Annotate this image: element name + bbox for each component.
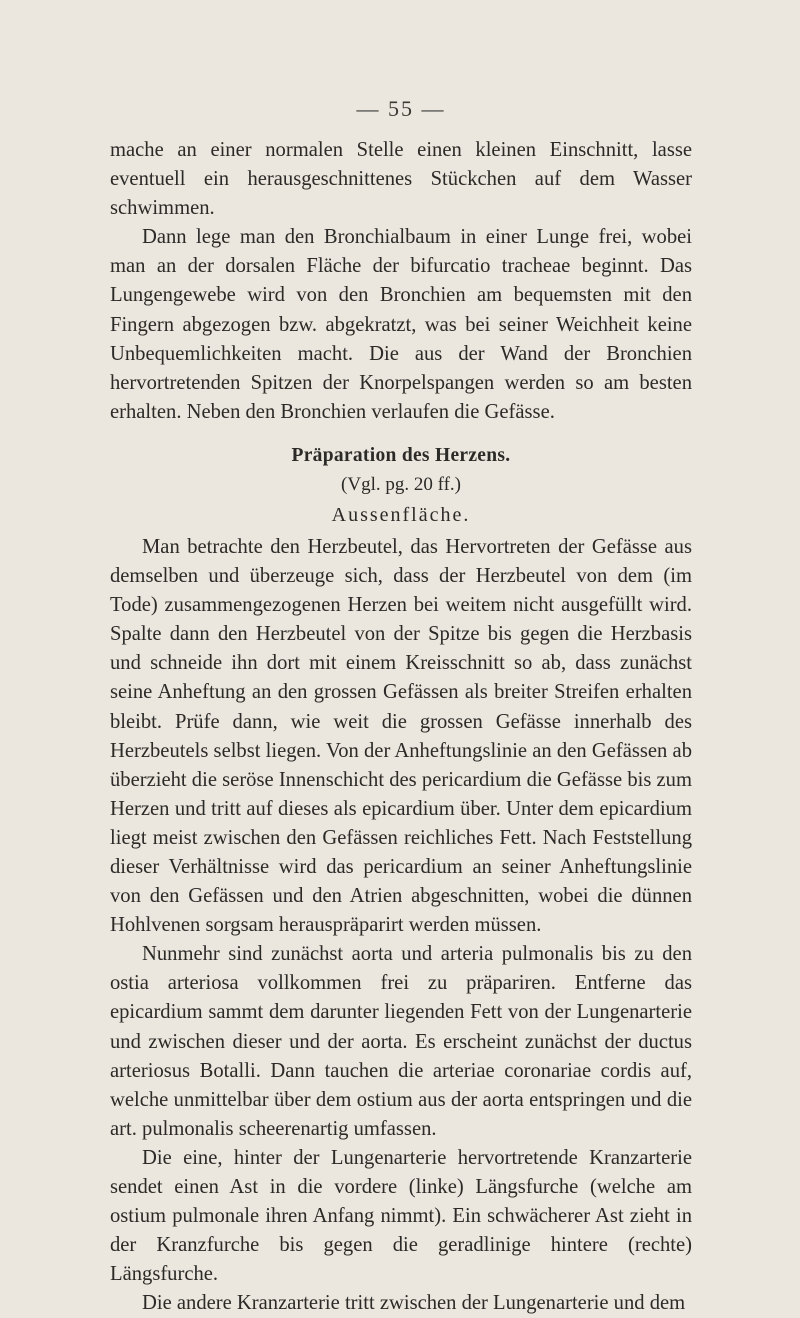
- paragraph-pericardium: Man betrachte den Herzbeutel, das Hervortreten der Gefässe aus demselben und überzeuge sich, dass der Herzbeutel von dem (im Tode) zusammengezogenen Herzen bei weitem nicht ausgefüllt wird. Spalte dann den Herzbeutel von der Spitze bis gegen die Herzbasis und schneide ihn dort mit einem Kreisschnitt so ab, dass zunächst seine Anheftung an den grossen Gefässen als breiter Streifen erhalten bleibt. Prüfe dann, wie weit die grossen Gefässe innerhalb des Herzbeutels selbst liegen. Von der Anheftungslinie an den Gefässen ab überzieht die seröse Innenschicht des pericardium die Gefässe bis zum Herzen und tritt auf dieses als epicardium über. Unter dem epicardium liegt meist zwischen den Gefässen reichliches Fett. Nach Feststellung dieser Verhältnisse wird das pericardium an seiner Anheftungslinie von den Gefässen und den Atrien abgeschnitten, wobei die dünnen Hohlvenen sorgsam herauspräparirt werden müssen.: [110, 535, 692, 937]
- section-heading: [110, 441, 692, 531]
- paragraph-coronary-artery-1: Die eine, hinter der Lungenarterie hervortretende Kranzarterie sendet einen Ast in die vordere (linke) Längsfurche (welche am ostium pulmonale ihren Anfang nimmt). Ein schwächerer Ast zieht in der Kranzfurche bis gegen die geradlinige hintere (rechte) Längsfurche.: [110, 1146, 692, 1286]
- section-title: Präparation des Herzens.: [291, 444, 511, 466]
- paragraph-bronchial-tree: Dann lege man den Bronchialbaum in einer Lunge frei, wobei man an der dorsalen Fläche der bifurcatio tracheae beginnt. Das Lungengewebe wird von den Bronchien am bequemsten mit den Fingern abgezogen bzw. abgekratzt, was bei seiner Weichheit keine Unbequemlichkeiten macht. Die aus der Wand der Bronchien hervortretenden Spitzen der Knorpelspangen werden so am besten erhalten. Neben den Bronchien verlaufen die Gefässe.: [110, 226, 692, 423]
- page-number: — 55 —: [356, 96, 446, 121]
- section-reference: (Vgl. pg. 20 ff.): [341, 473, 461, 495]
- section-subtitle: Aussenfläche.: [331, 503, 471, 526]
- paragraph-continuation: mache an einer normalen Stelle einen kleinen Einschnitt, lasse eventuell ein herausgeschnittenes Stückchen auf dem Wasser schwimmen.: [110, 139, 692, 220]
- paragraph-coronary-artery-2: Die andere Kranzarterie tritt zwischen der Lungenarterie und dem: [142, 1292, 686, 1315]
- paragraph-aorta: Nunmehr sind zunächst aorta und arteria pulmonalis bis zu den ostia arteriosa vollkommen frei zu präpariren. Entferne das epicardium sammt dem darunter liegenden Fett von der Lungenarterie und zwischen dieser und der aorta. Es erscheint zunächst der ductus arteriosus Botalli. Dann tauchen die arteriae coronariae cordis auf, welche unmittelbar über dem ostium aus der aorta entspringen und die art. pulmonalis scheerenartig umfassen.: [110, 943, 692, 1140]
